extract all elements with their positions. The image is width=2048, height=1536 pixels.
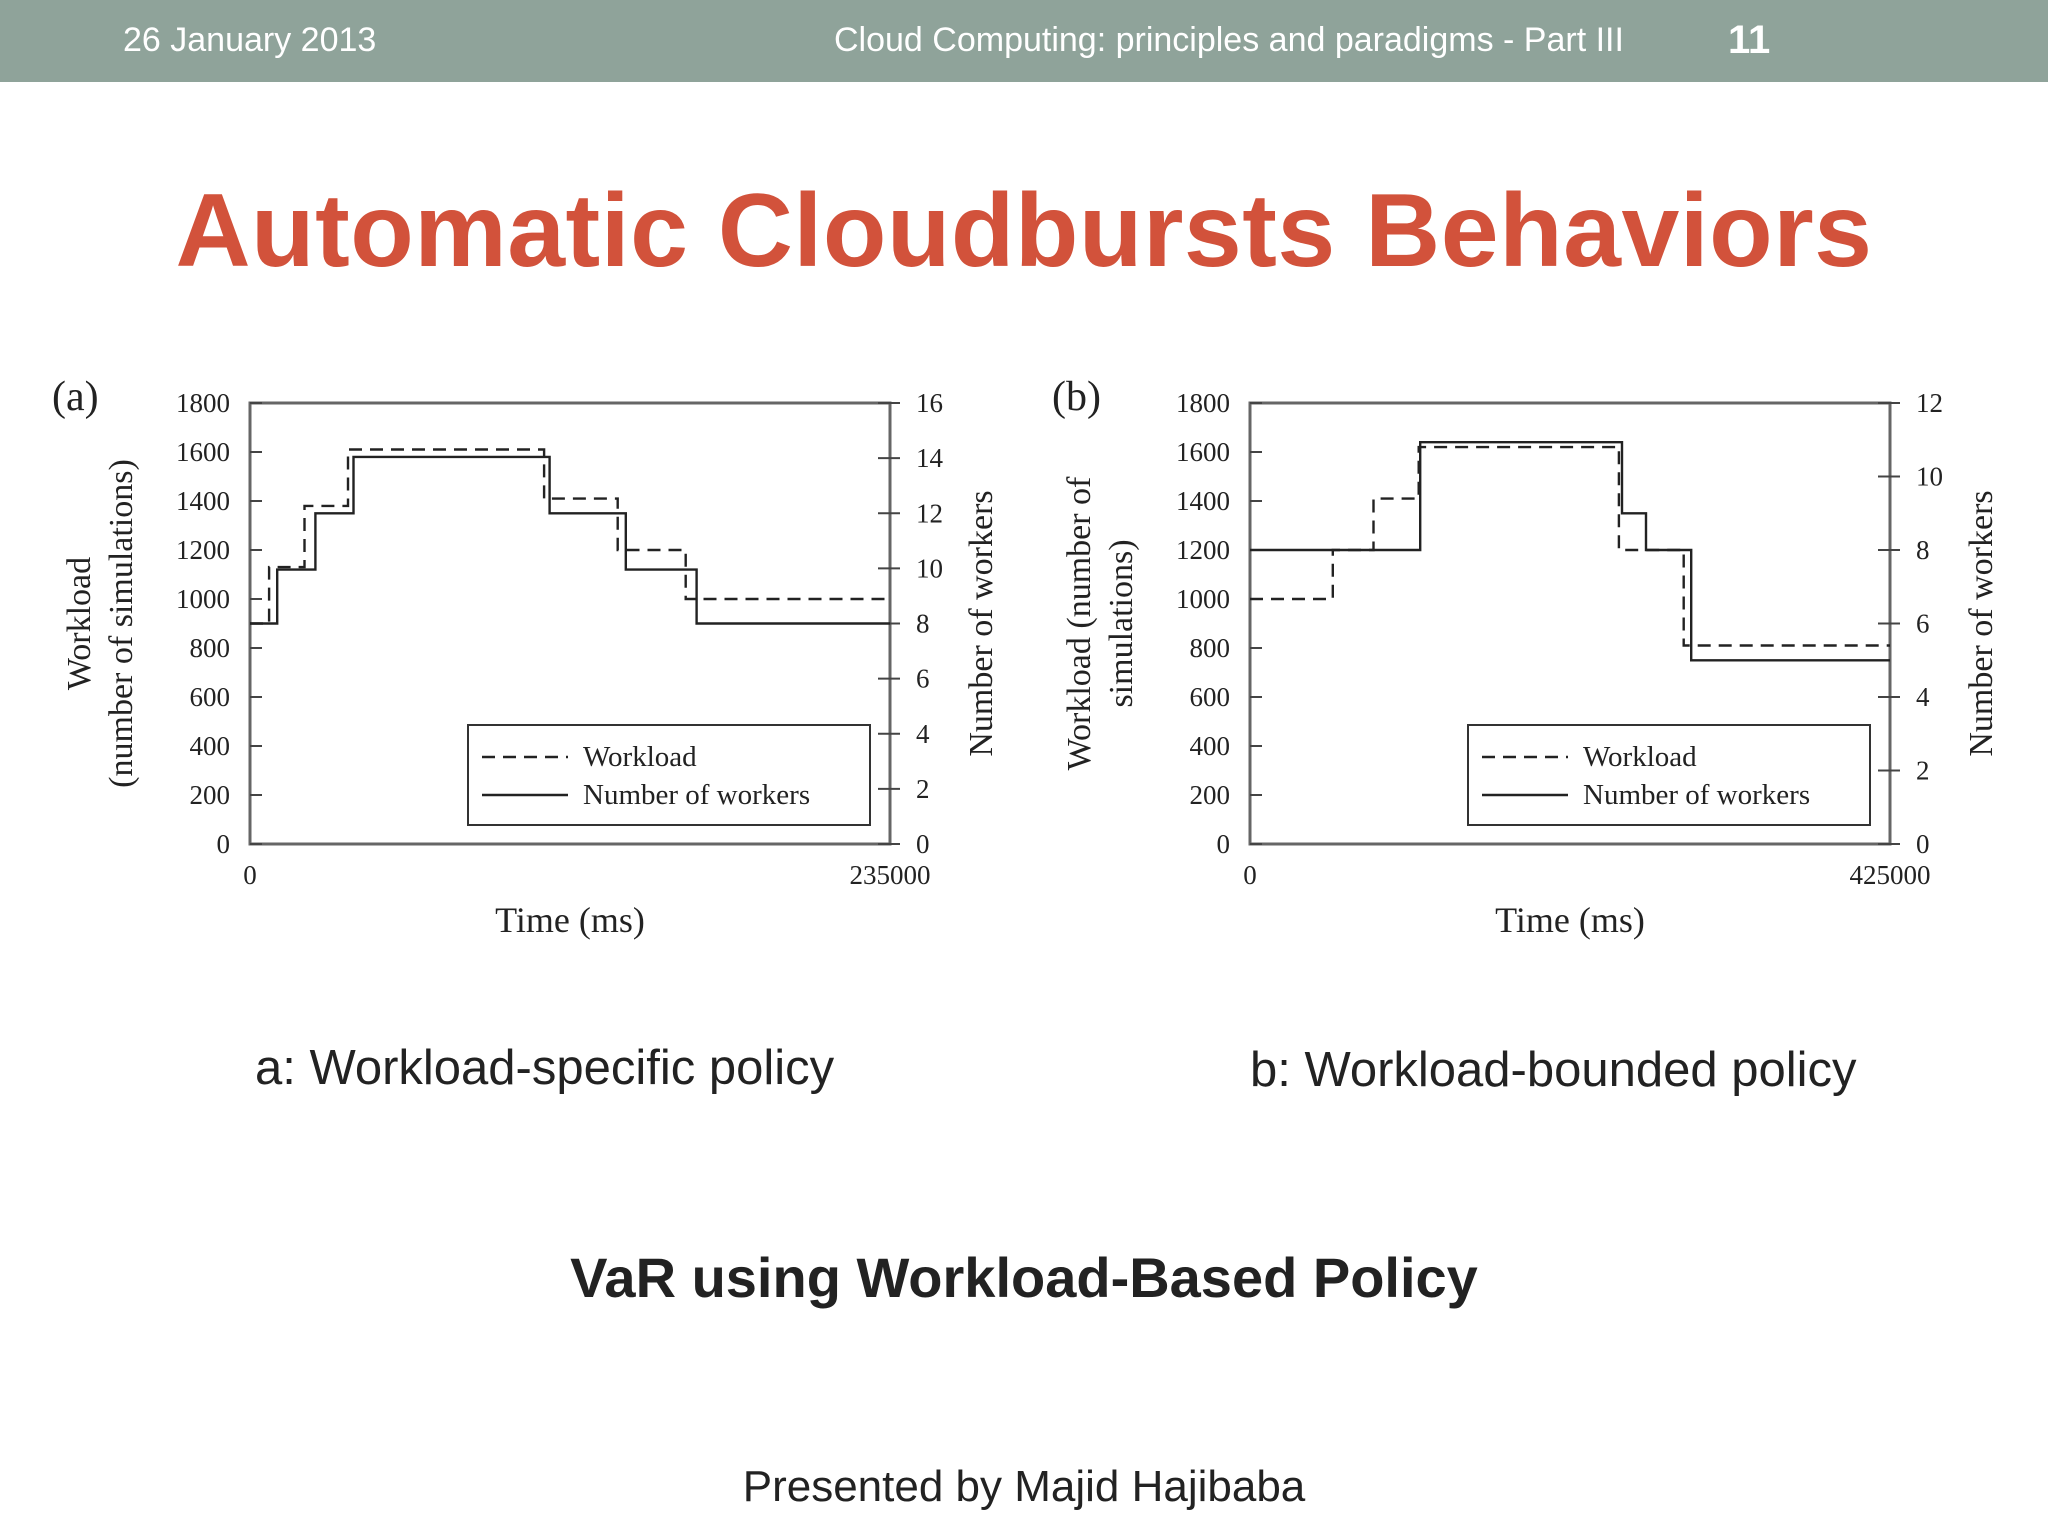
legend — [1468, 725, 1870, 825]
x-tick-label: 0 — [243, 860, 257, 890]
y-right-axis-label: Number of workers — [1963, 490, 2000, 757]
legend-entry: Number of workers — [1583, 779, 1811, 811]
caption-a: a: Workload-specific policy — [255, 1041, 835, 1095]
header-course-title: Cloud Computing: principles and paradigms - Part III — [834, 21, 1624, 59]
slide-subtitle: VaR using Workload-Based Policy — [570, 1246, 1478, 1309]
y-left-tick-label: 400 — [1189, 731, 1230, 761]
y-left-tick-label: 1800 — [1176, 388, 1230, 418]
legend-entry: Workload — [1583, 741, 1697, 773]
y-right-tick-label: 12 — [1916, 388, 1943, 418]
y-left-tick-label: 600 — [189, 682, 230, 712]
y-right-tick-label: 8 — [916, 608, 930, 639]
y-right-tick-label: 6 — [916, 663, 930, 694]
slide-title: Automatic Cloudbursts Behaviors — [175, 173, 1873, 289]
y-left-tick-label: 1200 — [176, 535, 230, 565]
y-left-tick-label: 0 — [216, 829, 230, 859]
y-right-tick-label: 10 — [1916, 461, 1943, 492]
y-right-tick-label: 14 — [916, 443, 943, 474]
y-left-tick-label: 1600 — [1176, 437, 1230, 467]
y-right-tick-label: 4 — [1916, 682, 1930, 712]
y-right-tick-label: 0 — [916, 829, 930, 859]
y-left-tick-label: 1400 — [1176, 486, 1230, 516]
y-left-tick-label: 1200 — [1176, 535, 1230, 565]
y-left-tick-label: 200 — [189, 780, 230, 810]
y-left-tick-label: 400 — [189, 731, 230, 761]
y-left-tick-label: 200 — [1189, 780, 1230, 810]
legend — [468, 725, 870, 825]
x-axis-label: Time (ms) — [1495, 900, 1645, 940]
y-right-tick-label: 10 — [916, 553, 943, 584]
y-right-tick-label: 16 — [916, 388, 943, 418]
y-left-tick-label: 1400 — [176, 486, 230, 516]
y-right-tick-label: 12 — [916, 498, 943, 529]
header-bar — [0, 0, 2048, 82]
y-left-tick-label: 1800 — [176, 388, 230, 418]
y-right-tick-label: 8 — [1916, 535, 1930, 565]
y-left-tick-label: 800 — [189, 633, 230, 663]
y-left-tick-label: 1000 — [176, 584, 230, 614]
panel-label: (b) — [1052, 374, 1101, 420]
presenter-credit: Presented by Majid Hajibaba — [742, 1462, 1306, 1511]
x-tick-label: 425000 — [1849, 860, 1931, 890]
series-line-workload — [250, 450, 890, 624]
y-left-tick-label: 600 — [1189, 682, 1230, 712]
y-right-tick-label: 2 — [916, 773, 930, 804]
chart-a-workload-specific — [40, 360, 1040, 960]
y-left-tick-label: 0 — [1216, 829, 1230, 859]
header-page-number: 11 — [1728, 18, 1771, 62]
y-left-tick-label: 800 — [1189, 633, 1230, 663]
y-right-tick-label: 4 — [916, 718, 930, 749]
series-line-workers — [1250, 442, 1890, 660]
y-right-tick-label: 6 — [1916, 608, 1930, 639]
y-left-axis-label: (number of simulations) — [103, 459, 140, 788]
y-left-axis-label: Workload — [61, 556, 98, 691]
x-tick-label: 235000 — [849, 860, 931, 890]
y-left-axis-label: simulations) — [1103, 539, 1140, 708]
legend-entry: Workload — [583, 741, 697, 773]
panel-label: (a) — [52, 374, 99, 420]
y-right-axis-label: Number of workers — [963, 490, 1000, 757]
y-left-tick-label: 1600 — [176, 437, 230, 467]
y-right-tick-label: 2 — [1916, 755, 1930, 786]
caption-b: b: Workload-bounded policy — [1250, 1043, 1857, 1097]
y-right-tick-label: 0 — [1916, 829, 1930, 859]
header-date: 26 January 2013 — [123, 21, 377, 59]
x-tick-label: 0 — [1243, 860, 1257, 890]
y-left-tick-label: 1000 — [1176, 584, 1230, 614]
series-line-workload — [1250, 447, 1890, 645]
y-left-axis-label: Workload (number of — [1061, 476, 1098, 771]
chart-b-workload-bounded — [1040, 360, 2040, 960]
legend-entry: Number of workers — [583, 779, 811, 811]
x-axis-label: Time (ms) — [495, 900, 645, 940]
